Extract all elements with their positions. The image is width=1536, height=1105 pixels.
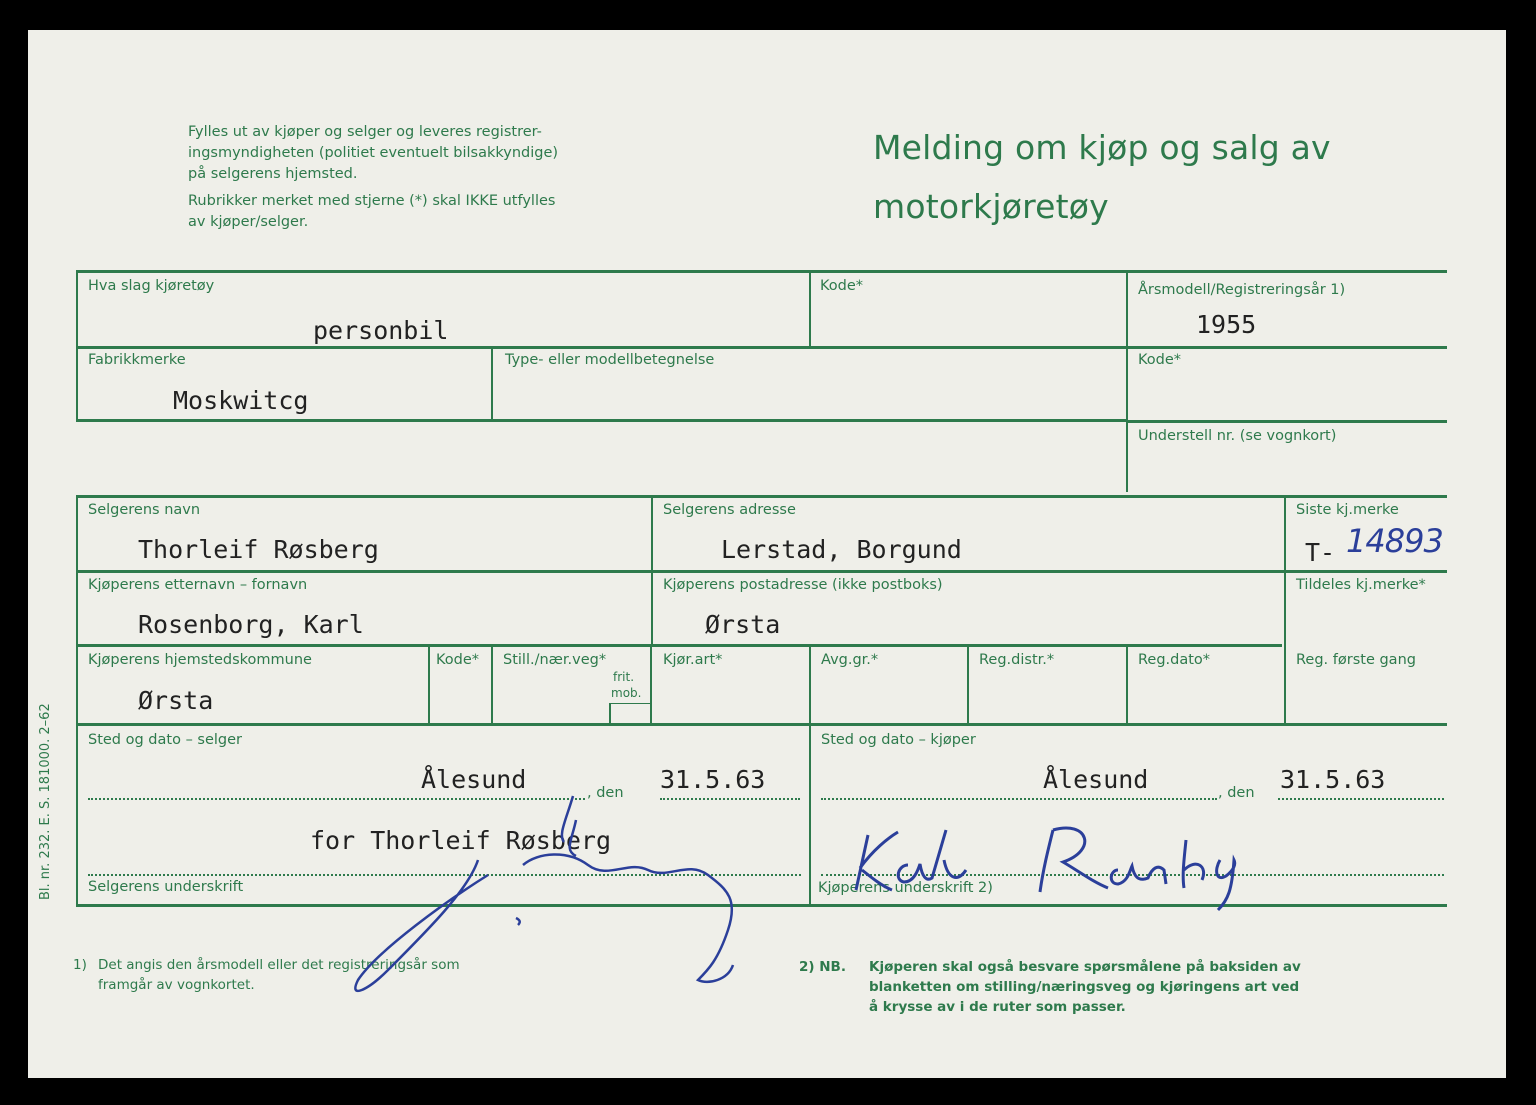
seller-signature-label: Selgerens underskrift (88, 879, 244, 895)
footnote-2-number: 2) NB. (799, 959, 846, 975)
last-plate-label: Siste kj.merke (1296, 502, 1399, 518)
model-designation-label: Type- eller modellbetegnelse (505, 352, 715, 368)
rule (1284, 495, 1286, 725)
instruction-line: ingsmyndigheten (politiet eventuelt bilsakkyndige) (188, 145, 559, 161)
occupation-label: Still./nær.veg* (503, 652, 607, 668)
form-sheet (28, 30, 1506, 1078)
seller-den-label: , den (587, 785, 624, 801)
seller-name-value: Thorleif Røsberg (138, 535, 379, 564)
buyer-postal-value: Ørsta (705, 610, 781, 639)
footnote-2 (869, 957, 1301, 1017)
rule (1126, 646, 1128, 723)
model-year-value: 1955 (1196, 310, 1257, 339)
vehicle-type-label: Hva slag kjøretøy (88, 278, 215, 294)
rule (1126, 270, 1128, 492)
first-reg-label: Reg. første gang (1296, 652, 1416, 668)
code-label: Kode* (820, 278, 864, 294)
buyer-postal-label: Kjøperens postadresse (ikke postboks) (663, 577, 943, 593)
seller-date-value: 31.5.63 (660, 765, 766, 794)
rule (76, 346, 1447, 349)
buyer-municipality-value: Ørsta (138, 686, 214, 715)
rule (650, 646, 652, 723)
buyer-name-value: Rosenborg, Karl (138, 610, 364, 639)
rule (76, 723, 1447, 726)
seller-place-date-label: Sted og dato – selger (88, 732, 243, 748)
rule (809, 725, 811, 905)
make-value: Moskwitcg (173, 386, 309, 415)
rule (76, 419, 1127, 422)
seller-name-label: Selgerens navn (88, 502, 201, 518)
seller-handwritten-signature (328, 790, 788, 1000)
buyer-place-value: Ålesund (1043, 765, 1149, 794)
seller-address-label: Selgerens adresse (663, 502, 796, 518)
seller-address-value: Lerstad, Borgund (721, 535, 962, 564)
footnote-2-line: blanketten om stilling/næringsveg og kjøringens art ved (869, 979, 1300, 995)
instruction-line: Fylles ut av kjøper og selger og leveres registrer- (188, 124, 542, 140)
instruction-line: Rubrikker merket med stjerne (*) skal IKKE utfylles (188, 193, 556, 209)
footnote-1-number: 1) (73, 957, 87, 973)
form-number-side-print: Bl. nr. 232. E. S. 181000. 2–62 (38, 703, 53, 900)
buyer-place-dotted-line (821, 798, 1217, 800)
footnote-1-line: Det angis den årsmodell eller det registreringsår som (98, 957, 460, 973)
reg-district-label: Reg.distr.* (979, 652, 1055, 668)
buyer-date-value: 31.5.63 (1280, 765, 1386, 794)
rule (76, 495, 1447, 498)
rule (428, 646, 430, 723)
footnote-2-line: å krysse av i de ruter som passer. (869, 999, 1126, 1015)
rule (76, 495, 78, 907)
code2-label: Kode* (1138, 352, 1182, 368)
rule (609, 703, 651, 704)
reg-date-label: Reg.dato* (1138, 652, 1211, 668)
instruction-line: på selgerens hjemsted. (188, 166, 358, 182)
buyer-signature-label: Kjøperens underskrift 2) (818, 880, 993, 896)
buyer-municipality-label: Kjøperens hjemstedskommune (88, 652, 312, 668)
rule (651, 495, 653, 647)
make-label: Fabrikkmerke (88, 352, 186, 368)
model-year-label: Årsmodell/Registreringsår 1) (1138, 282, 1346, 298)
driving-type-label: Kjør.art* (663, 652, 723, 668)
rule (967, 646, 969, 723)
footnote-1-line: framgår av vognkortet. (98, 977, 255, 993)
buyer-den-label: , den (1218, 785, 1255, 801)
buyer-handwritten-signature (848, 820, 1288, 900)
chassis-number-label: Understell nr. (se vognkort) (1138, 428, 1337, 444)
seller-place-value: Ålesund (421, 765, 527, 794)
instruction-line: av kjøper/selger. (188, 214, 309, 230)
tax-group-label: Avg.gr.* (821, 652, 879, 668)
assigned-plate-label: Tildeles kj.merke* (1296, 577, 1426, 593)
municipality-code-label: Kode* (436, 652, 480, 668)
buyer-name-label: Kjøperens etternavn – fornavn (88, 577, 308, 593)
rule (609, 703, 611, 723)
buyer-date-dotted-line (1278, 798, 1444, 800)
form-title-line1: Melding om kjøp og salg av (873, 128, 1331, 167)
rule (491, 646, 493, 723)
rule (76, 644, 1282, 647)
rule (76, 270, 78, 422)
frit-label: frit. (613, 670, 635, 684)
rule (491, 346, 493, 421)
last-plate-prefix: T- (1305, 538, 1336, 567)
form-title-line2: motorkjøretøy (873, 187, 1109, 226)
last-plate-number: 14893 (1346, 522, 1443, 560)
rule (76, 570, 1447, 573)
rule (76, 270, 1447, 273)
rule (809, 270, 811, 346)
rule (1127, 420, 1447, 423)
seller-for-text: for Thorleif Røsberg (310, 826, 612, 855)
vehicle-type-value: personbil (313, 316, 449, 345)
instructions-block (188, 122, 558, 233)
buyer-place-date-label: Sted og dato – kjøper (821, 732, 976, 748)
mob-label: mob. (611, 686, 642, 700)
footnote-2-line: Kjøperen skal også besvare spørsmålene på baksiden av (869, 959, 1301, 975)
rule (809, 646, 811, 723)
